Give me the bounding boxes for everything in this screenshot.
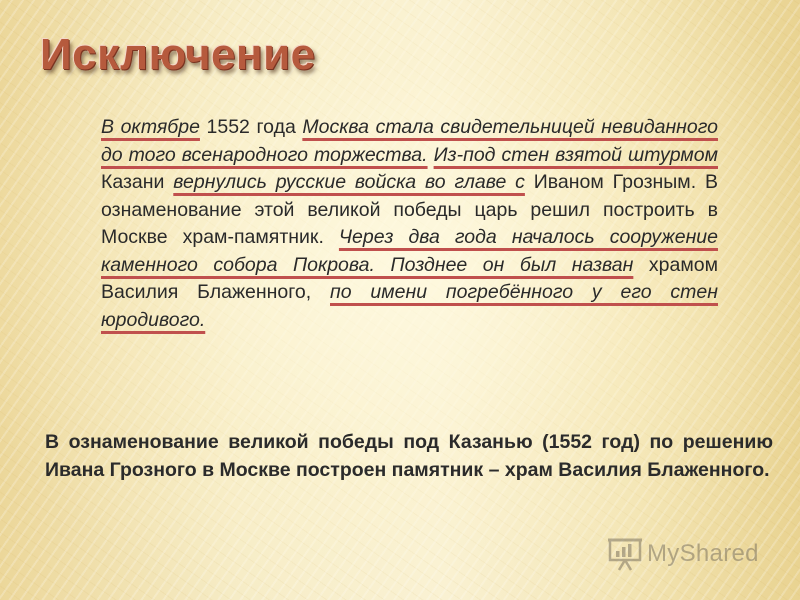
plain-phrase: Иваном Грозным. В ознаменование этой великой победы царь решил построить в Москве храм-памятник. [101, 171, 718, 248]
summary-text: В ознаменование великой победы под Казанью (1552 год) по решению Ивана Грозного в Москве построен памятник – храм Василия Блаженного. [45, 431, 773, 481]
emphasized-phrase: вернулись русские войска во главе с [173, 171, 525, 193]
plain-phrase: 1552 года [199, 116, 303, 138]
slide-title: Исключение [40, 30, 316, 79]
emphasized-phrase: по имени погребённого у его стен юродивого. [101, 281, 718, 331]
main-paragraph [101, 114, 718, 334]
emphasized-phrase: Через два года началось сооружение каменного собора Покрова. Позднее он был назван [101, 226, 718, 276]
emphasized-phrase: Москва стала свидетельницей невиданного до того всенародного торжества. [101, 116, 718, 166]
watermark [607, 536, 759, 572]
presentation-board-icon [607, 536, 643, 572]
watermark-text: MyShared [647, 540, 759, 567]
emphasized-phrase: Из-под стен взятой штурмом [433, 143, 718, 166]
plain-phrase: Казани [101, 171, 174, 193]
emphasized-phrase: В октябре [101, 116, 200, 138]
plain-phrase: храмом Василия Блаженного, [101, 253, 718, 303]
